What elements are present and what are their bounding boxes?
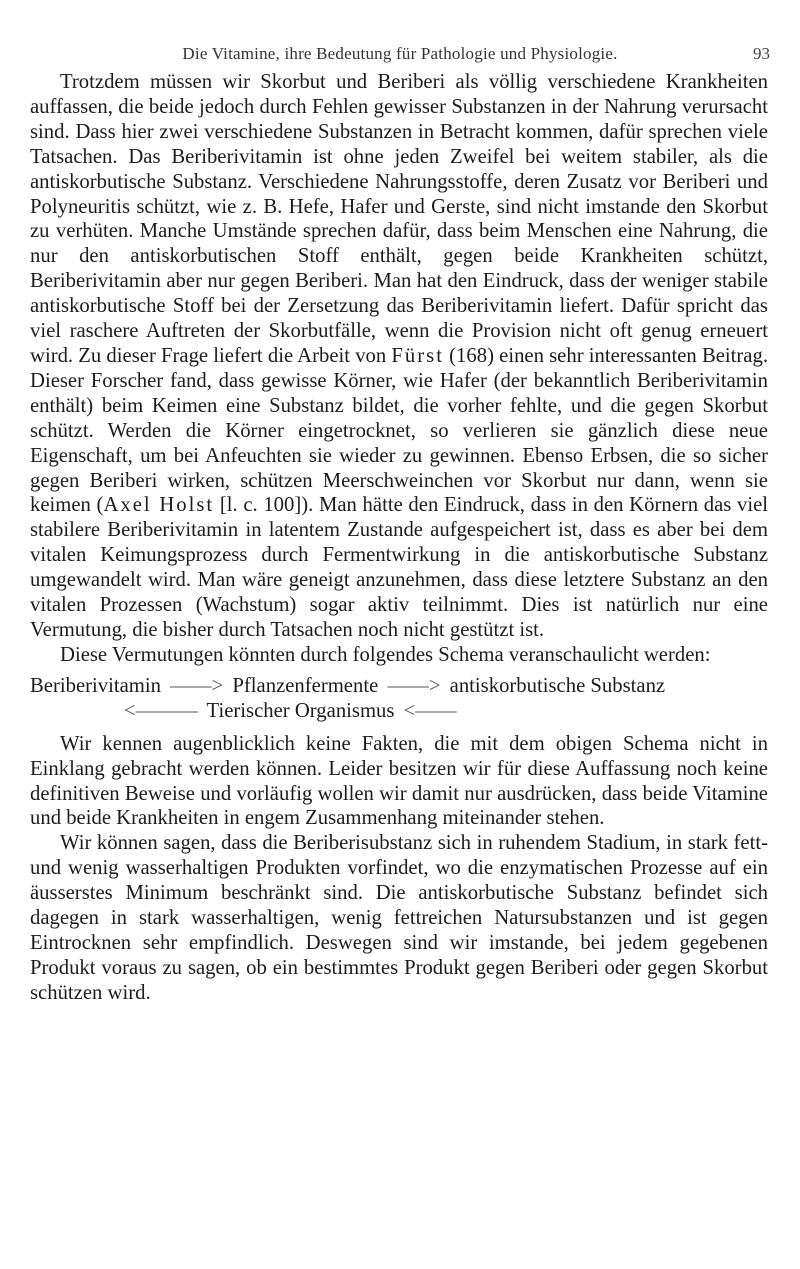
schema-diagram: [30, 674, 768, 724]
paragraph-1: [30, 70, 768, 643]
paragraph-1-text-c: [l. c. 100]). Man hätte den Eindruck, dass in den Körnern das viel stabilere Beriberivitamin in latentem Zustande aufgespeichert ist, dass es aber bei dem vitalen Keimungsprozess durch Fermentwirkung in die antiskorbutische Substanz umgewandelt wird. Man wäre geneigt anzunehmen, dass diese letztere Substanz an den vitalen Prozessen (Wachstum) sogar aktiv teilnimmt. Dies ist natürlich nur eine Vermutung, die bisher durch Tatsachen noch nicht gestützt ist.: [30, 494, 769, 641]
arrow-left-icon: <———: [124, 699, 198, 722]
paragraph-2: Diese Vermutungen könnten durch folgendes Schema veranschaulicht werden:: [60, 643, 711, 666]
schema-node-antiskorbutische-substanz: antiskorbutische Substanz: [449, 674, 666, 697]
paragraph-1-text-b: (168) einen sehr interessanten Beitrag. Dieser Forscher fand, dass gewisse Körner, wie Hafer (der bekanntlich Beriberivitamin enthält) beim Keimen eine Substanz bildet, die vorher fehlte, und die gegen Skorbut schützt. Werden die Körner eingetrocknet, so verlieren sie gänzlich diese neue Eigenschaft, um bei Anfeuchten sie wieder zu gewinnen. Ebenso Erbsen, die so sicher gegen Beriberi wirken, schützen Meerschweinchen vor Skorbut nur dann, wenn sie keimen (: [30, 344, 769, 517]
schema-node-tierischer-organismus: Tierischer Organismus: [206, 699, 395, 722]
page-body: [30, 70, 768, 1006]
page-number: 93: [753, 44, 770, 63]
author-name-holst: Axel Holst: [103, 494, 215, 517]
paragraph-1-text-a: Trotzdem müssen wir Skorbut und Beriberi als völlig verschiedene Krankheiten auffassen, die beide jedoch durch Fehlen gewisser Substanzen in der Nahrung verursacht sind. Dass hier zwei verschiedene Substanzen in Betracht kommen, dafür sprechen viele Tatsachen. Das Beriberivitamin ist ohne jeden Zweifel bei weitem stabiler, als die antiskorbutische Substanz. Verschiedene Nahrungsstoffe, deren Zusatz vor Beriberi und Polyneuritis schützt, wie z. B. Hefe, Hafer und Gerste, sind nicht imstande den Skorbut zu verhüten. Manche Umstände sprechen dafür, dass beim Menschen eine Nahrung, die nur den antiskorbutischen Stoff enthält, gegen beide Krankheiten schützt, Beriberivitamin aber nur gegen Beriberi. Man hat den Eindruck, dass der weniger stabile antiskorbutische Stoff bei der Zersetzung das Beriberivitamin liefert. Dafür spricht das viel raschere Auftreten der Skorbutfälle, wenn die Provision nicht oft genug erneuert wird. Zu dieser Frage liefert die Arbeit von: [30, 71, 768, 367]
paragraph-3: Wir kennen augenblicklich keine Fakten, die mit dem obigen Schema nicht in Einklang gebracht werden können. Leider besitzen wir für diese Auffassung noch keine definitiven Beweise und vorläufig wollen wir damit nur ausdrücken, dass beide Vitamine und beide Krankheiten in engem Zusammenhang miteinander stehen.: [30, 732, 768, 830]
schema-node-beriberivitamin: Beriberivitamin: [30, 674, 161, 697]
arrow-right-icon: ——>: [170, 674, 224, 697]
schema-row-1: [30, 674, 768, 699]
author-name-fuerst: Fürst: [391, 344, 444, 367]
arrow-left-icon: <——: [403, 699, 457, 722]
paragraph-4: Wir können sagen, dass die Beriberisubstanz sich in ruhendem Stadium, in stark fett- und wenig wasserhaltigen Produkten vorfindet, wo die enzymatischen Prozesse auf ein äusserstes Minimum beschränkt sind. Die antiskorbutische Substanz befindet sich dagegen in stark wasserhaltigen, wenig fettreichen Natursubstanzen und ist gegen Eintrocknen sehr empfindlich. Deswegen sind wir imstande, bei jedem gegebenen Produkt voraus zu sagen, ob ein bestimmtes Produkt gegen Beriberi oder gegen Skorbut schützen wird.: [30, 832, 768, 1004]
schema-node-pflanzenfermente: Pflanzenfermente: [232, 674, 379, 697]
arrow-right-icon: ——>: [387, 674, 441, 697]
schema-row-2: [30, 699, 768, 724]
running-head: Die Vitamine, ihre Bedeutung für Pathologie und Physiologie.: [182, 44, 618, 63]
